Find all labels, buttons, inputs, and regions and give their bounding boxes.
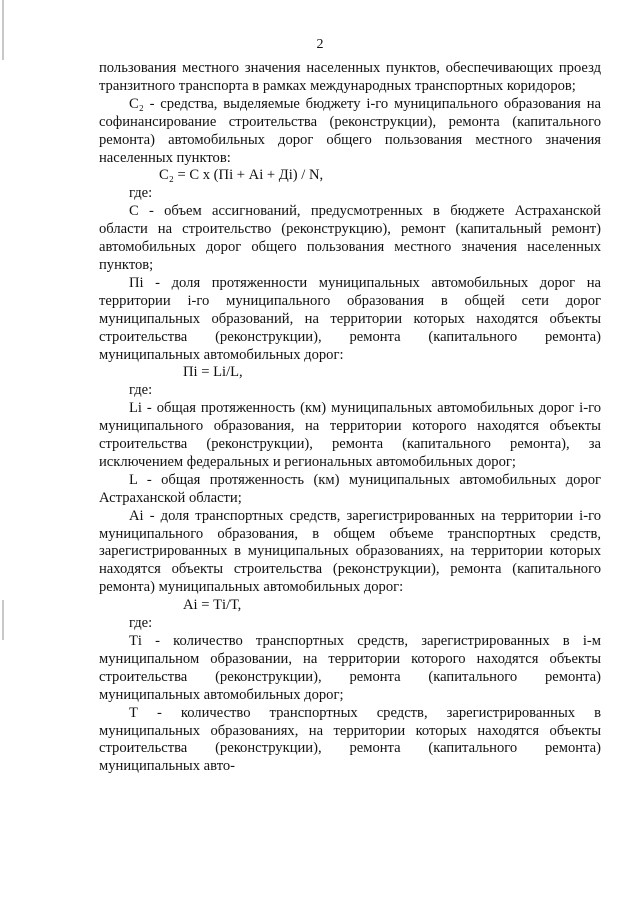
paragraph: Тi - количество транспортных средств, зарегистрированных в i-м муниципальном образовании, на территории которого находятся объекты строительства (реконструкции), ремонта (капитального ремонта) муниципальных автомобильных дорог; bbox=[99, 633, 601, 703]
where-label: где: bbox=[129, 615, 153, 632]
paragraph: L - общая протяженность (км) муниципальных автомобильных дорог Астраханской области; bbox=[99, 471, 601, 506]
page-number: 2 bbox=[316, 37, 324, 52]
paragraph: Аi - доля транспортных средств, зарегистрированных на территории i-го муниципального образования, в общем объеме транспортных средств, зарегистрированных в муниципальных образованиях, на территории которых находятся объекты строительства (реконструкции), ремонта (капитального ремонта) муниципальных автомобильных дорог: bbox=[99, 507, 601, 596]
paragraph: Т - количество транспортных средств, зарегистрированных в муниципальных образованиях, на территории которых находятся объекты строительства (реконструкции), ремонта (капитального ремонта) муниципальных авто- bbox=[99, 704, 601, 775]
where-label: где: bbox=[129, 382, 153, 399]
scan-edge-mark bbox=[2, 600, 4, 640]
formula-pi: Пi = Li/L, bbox=[183, 364, 243, 381]
paragraph: Li - общая протяженность (км) муниципальных автомобильных дорог i-го муниципального образования, на территории которого находятся объекты строительства (реконструкции), ремонта (капитального ремонта), за исключением федеральных и региональных автомобильных дорог; bbox=[99, 400, 601, 470]
where-label: где: bbox=[129, 185, 153, 202]
paragraph: С - объем ассигнований, предусмотренных в бюджете Астраханской области на строительство (реконструкцию), ремонт (капитальный ремонт) автомобильных дорог общего пользования местного значения населенных пунктов; bbox=[99, 203, 601, 273]
formula-ai: Аi = Тi/Т, bbox=[183, 597, 242, 614]
formula-c2: С₂ = С х (Пi + Аi + Дi) / N, bbox=[159, 167, 324, 184]
paragraph: С₂ - средства, выделяемые бюджету i-го муниципального образования на софинансирование строительства (реконструкции), ремонта (капитального ремонта) автомобильных дорог общего пользования местного значения населенных пунктов: bbox=[99, 95, 601, 166]
paragraph: Пi - доля протяженности муниципальных автомобильных дорог на территории i-го муниципального образования в общей сети дорог муниципальных образований, на территории которых находятся объекты строительства (реконструкции), ремонта (капитального ремонта) муниципальных автомобильных дорог: bbox=[99, 274, 601, 363]
paragraph: пользования местного значения населенных пунктов, обеспечивающих проезд транзитного транспорта в рамках международных транспортных коридоров; bbox=[99, 60, 601, 94]
document-body bbox=[99, 60, 601, 776]
